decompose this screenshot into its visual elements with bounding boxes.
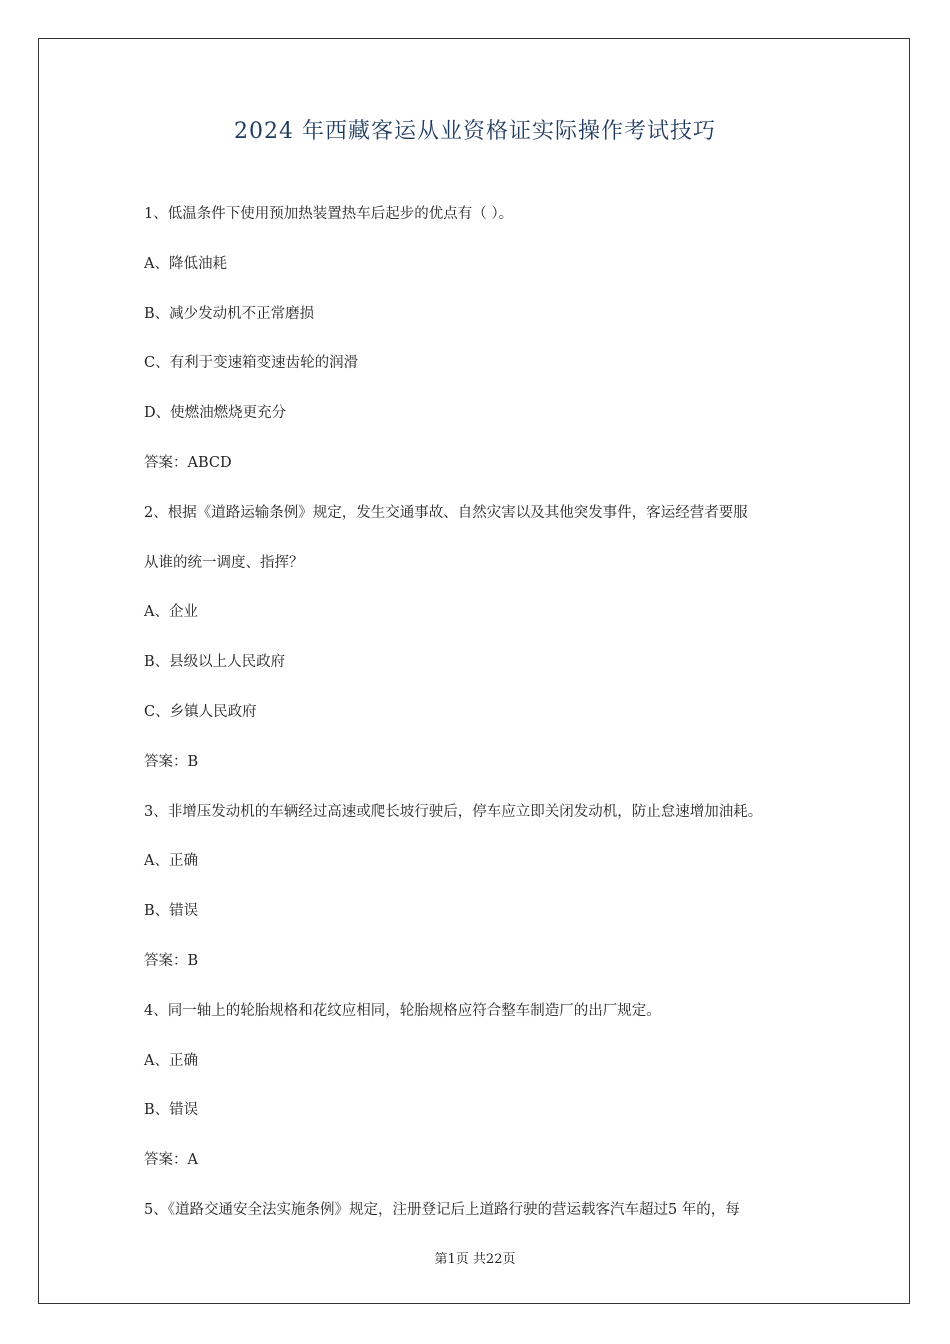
- question-3-option-b: B、错误: [144, 903, 199, 920]
- question-4-option-a: A、正确: [144, 1052, 198, 1069]
- question-2-option-b: B、县级以上人民政府: [144, 654, 286, 671]
- question-2-text-line-1: 2、根据《道路运输条例》规定，发生交通事故、自然灾害以及其他突发事件，客运经营者要服: [144, 504, 748, 521]
- question-1-option-d: D、使燃油燃烧更充分: [144, 405, 287, 422]
- question-2-option-c: C、乡镇人民政府: [144, 703, 257, 720]
- question-3-text: 3、非增压发动机的车辆经过高速或爬长坡行驶后，停车应立即关闭发动机，防止怠速增加油耗。: [144, 803, 763, 820]
- question-4-answer: 答案：A: [144, 1152, 198, 1169]
- question-1-answer: 答案：ABCD: [144, 454, 232, 471]
- document-title: 2024 年西藏客运从业资格证实际操作考试技巧: [234, 119, 716, 144]
- question-1-text: 1、低温条件下使用预加热装置热车后起步的优点有（ ）。: [144, 206, 514, 222]
- question-4-option-b: B、错误: [144, 1102, 199, 1119]
- document-body: [144, 200, 814, 1246]
- question-1-option-b: B、减少发动机不正常磨损: [144, 305, 315, 322]
- question-1-option-a: A、降低油耗: [144, 255, 227, 272]
- question-4-text: 4、同一轴上的轮胎规格和花纹应相同，轮胎规格应符合整车制造厂的出厂规定。: [144, 1002, 661, 1019]
- question-3-option-a: A、正确: [144, 853, 198, 870]
- page-footer: 第1页 共22页: [434, 1252, 516, 1267]
- question-3-answer: 答案：B: [144, 952, 199, 969]
- question-5-text: 5、《道路交通安全法实施条例》规定，注册登记后上道路行驶的营运载客汽车超过5 年的，每: [144, 1201, 740, 1218]
- question-1-option-c: C、有利于变速箱变速齿轮的润滑: [144, 355, 359, 372]
- question-2-option-a: A、企业: [144, 604, 198, 621]
- question-2-answer: 答案：B: [144, 753, 199, 770]
- question-2-text-line-2: 从谁的统一调度、指挥？: [144, 554, 304, 571]
